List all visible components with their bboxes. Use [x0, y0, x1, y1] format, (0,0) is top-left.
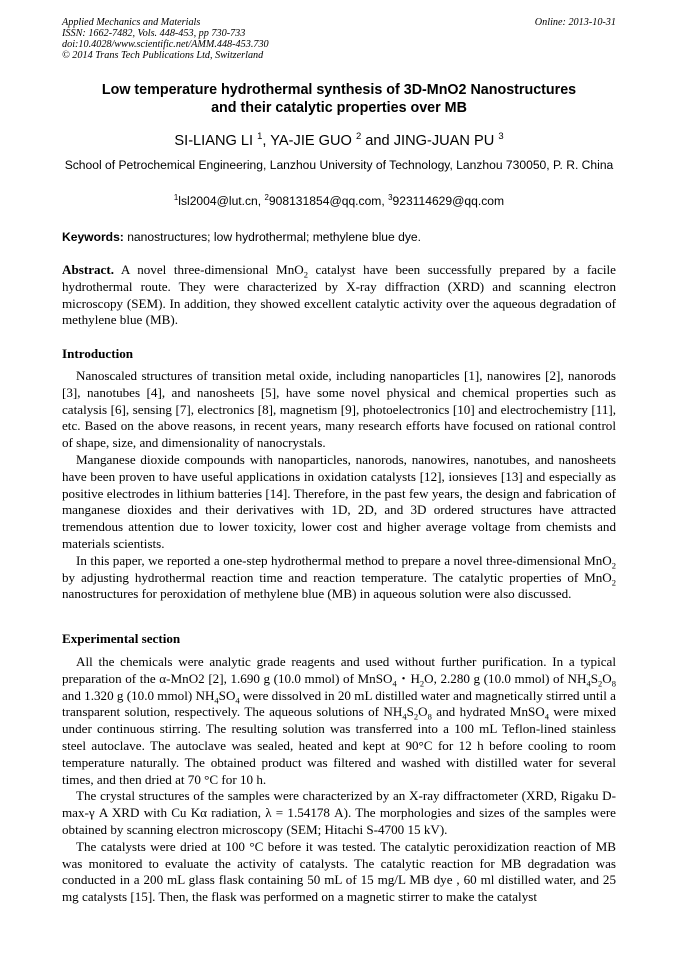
paper-title	[62, 81, 616, 117]
email-address[interactable]: lsl2004@lut.cn	[178, 194, 258, 208]
author-name: YA-JIE GUO	[270, 133, 356, 149]
abstract-label: Abstract.	[62, 262, 114, 277]
keywords-label: Keywords:	[62, 230, 124, 244]
online-date: Online: 2013-10-31	[534, 17, 616, 28]
keywords	[62, 229, 616, 245]
journal-header	[62, 17, 616, 61]
intro-paragraph: Nanoscaled structures of transition metal oxide, including nanoparticles [1], nanowires [2], nanorods [3], nanotubes [4], and nanosheets [5], have some novel physical and chemical properties such as catalysis [6], sensing [7], electronics [8], magnetism [9], photoelectronics [10] and electrochemistry [11], etc. Based on the above reasons, in recent years, many research efforts have focused on rational control of shape, size, and dimensionality of nanocrystals.	[62, 368, 616, 451]
introduction-heading: Introduction	[62, 346, 134, 361]
intro-paragraph: In this paper, we reported a one-step hydrothermal method to prepare a novel three-dimensional MnO$_2$ by adjusting hydrothermal reaction time and reaction temperature. The catalytic properties of MnO$_2$ nanostructures for peroxidation of methylene blue (MB) in aqueous solution were also discussed.	[62, 552, 616, 602]
abstract-text: A novel three-dimensional MnO$_2$ catalyst have been successfully prepared by a facile hydrothermal route. They were characterized by X-ray diffraction (XRD) and scanning electron microscopy (SEM). In addition, they showed excellent catalytic activity over the aqueous degradation of methylene blue (MB).	[62, 262, 616, 328]
email-list: $^1$lsl2004@lut.cn, $^2$908131854@qq.com, $^3$923114629@qq.com	[173, 192, 505, 208]
title-line-2: and their catalytic properties over MB	[211, 100, 467, 116]
experimental-body	[62, 654, 616, 906]
keywords-text: nanostructures; low hydrothermal; methylene blue dye.	[123, 230, 421, 244]
email-mark: 2	[264, 192, 269, 202]
affiliation: School of Petrochemical Engineering, Lanzhou University of Technology, Lanzhou 730050, P. R. China	[64, 158, 614, 172]
experimental-paragraph: The catalysts were dried at 100 °C before it was tested. The catalytic peroxidization reaction of MB was monitored to evaluate the activity of catalysts. The catalytic reaction for MB degradation was conducted in a 200 mL glass flask containing 50 mL of 15 mg/L MB dye , 60 ml distilled water, and 25 mg catalysts [15]. Then, the flask was performed on a magnetic stirrer to make the catalyst	[62, 838, 616, 905]
email-address[interactable]: 923114629@qq.com	[392, 194, 505, 208]
journal-name: Applied Mechanics and Materials	[62, 17, 201, 28]
author-name: SI-LIANG LI	[174, 133, 258, 149]
experimental-heading: Experimental section	[62, 631, 181, 646]
experimental-paragraph: All the chemicals were analytic grade reagents and used without further purification. In a typical preparation of the α-MnO2 [2], 1.690 g (10.0 mmol) of MnSO$_4$・$H_2O$, 2.280 g (10.0 mmol) of $NH_4S_2O_8$ and 1.320 g (10.0 mmol) $NH_4SO_4$ were dissolved in 20 mL distilled water and magnetically stirred until a transparent solution, respectively. The aqueous solutions of $NH_4S_2O_8$ and hydrated MnSO$_4$ were mixed under continuous stirring. The resulting solution was transferred into a 100 mL Teflon-lined stainless steel autoclave. The autoclave was sealed, heated and kept at 90°C for 12 h before cooling to room temperature naturally. The obtained product was filtered and washed with distilled water for several times, and then dried at 70 °C for 10 h.	[62, 654, 616, 787]
intro-paragraph: Manganese dioxide compounds with nanoparticles, nanorods, nanowires, nanotubes, and nanosheets have been proven to have useful applications in oxidation catalysts [12], ionsieves [13] and especially as positive electrodes in lithium batteries [14]. Therefore, in the past few years, the design and fabrication of manganese dioxides and their derivatives with 1D, 2D, and 3D ordered structures have attracted tremendous attention due to lower toxicity, lower cost and higher average voltage from chemists and materials scientists.	[62, 451, 616, 551]
introduction-body	[62, 368, 616, 603]
email-mark: 1	[173, 192, 179, 202]
issn-line: ISSN: 1662-7482, Vols. 448-453, pp 730-733	[62, 28, 246, 39]
author-list: SI-LIANG LI $^1$, YA-JIE GUO $^2$ and JING-JUAN PU $^3$	[174, 131, 504, 149]
copyright-line: © 2014 Trans Tech Publications Ltd, Switzerland	[62, 50, 264, 61]
author-affil-mark: 2	[355, 131, 362, 143]
email-mark: 3	[388, 192, 393, 202]
abstract	[62, 262, 616, 329]
author-name: JING-JUAN PU	[393, 133, 499, 149]
experimental-paragraph: The crystal structures of the samples were characterized by an X-ray diffractometer (XRD, Rigaku D-max-γ A XRD with Cu Kα radiation, λ = 1.54178 A). The morphologies and sizes of the samples were obtained by scanning electron microscopy (SEM; Hitachi S-4700 15 kV).	[62, 788, 616, 837]
doi-line: doi:10.4028/www.scientific.net/AMM.448-453.730	[62, 39, 269, 50]
email-address[interactable]: 908131854@qq.com	[268, 194, 382, 208]
author-affil-mark: 1	[257, 131, 263, 143]
title-line-1: Low temperature hydrothermal synthesis of 3D-MnO2 Nanostructures	[101, 82, 577, 98]
author-affil-mark: 3	[498, 131, 504, 143]
